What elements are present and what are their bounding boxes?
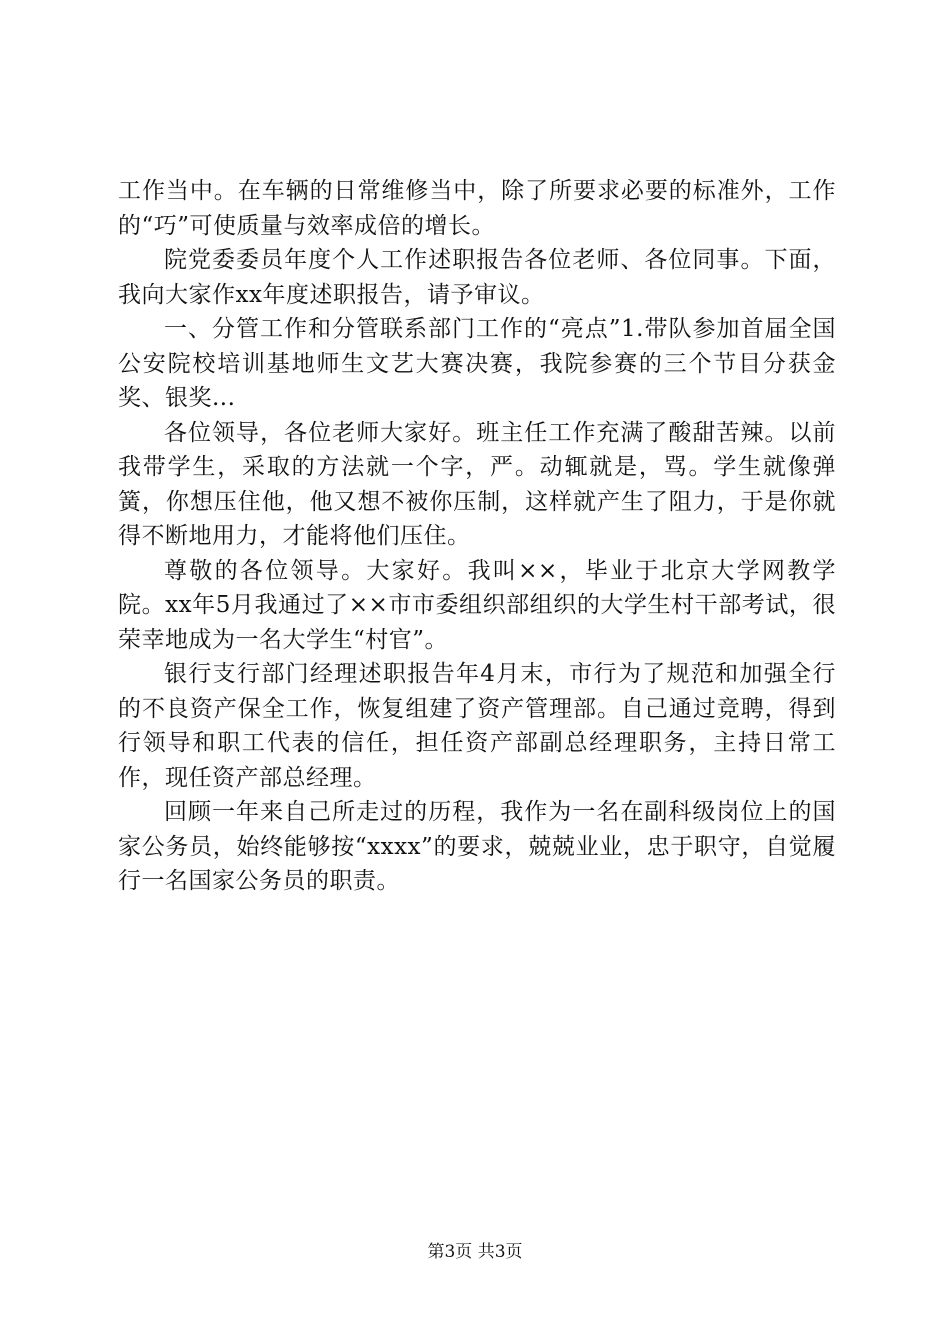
document-body [118,174,836,899]
page-number-footer: 第3页 共3页 [427,1242,523,1262]
paragraph-6: 银行支行部门经理述职报告年4月末，市行为了规范和加强全行的不良资产保全工作，恢复组建了资产管理部。自己通过竞聘，得到行领导和职工代表的信任，担任资产部副总经理职务，主持日常工作，现任资产部总经理。 [118,661,836,791]
paragraph-5: 尊敬的各位领导。大家好。我叫××，毕业于北京大学网教学院。xx年5月我通过了××市市委组织部组织的大学生村干部考试，很荣幸地成为一名大学生“村官”。 [118,557,836,653]
paragraph-1: 工作当中。在车辆的日常维修当中，除了所要求必要的标准外，工作的“巧”可使质量与效率成倍的增长。 [118,178,836,239]
paragraph-2: 院党委委员年度个人工作述职报告各位老师、各位同事。下面，我向大家作xx年度述职报告，请予审议。 [118,247,836,308]
paragraph-3: 一、分管工作和分管联系部门工作的“亮点”1.带队参加首届全国公安院校培训基地师生文艺大赛决赛，我院参赛的三个节目分获金奖、银奖... [118,316,836,411]
paragraph-7: 回顾一年来自己所走过的历程，我作为一名在副科级岗位上的国家公务员，始终能够按“xxxx”的要求，兢兢业业，忠于职守，自觉履行一名国家公务员的职责。 [118,799,836,894]
paragraph-4: 各位领导，各位老师大家好。班主任工作充满了酸甜苦辣。以前我带学生，采取的方法就一个字，严。动辄就是，骂。学生就像弹簧，你想压住他，他又想不被你压制，这样就产生了阻力，于是你就得不断地用力，才能将他们压住。 [118,419,836,549]
